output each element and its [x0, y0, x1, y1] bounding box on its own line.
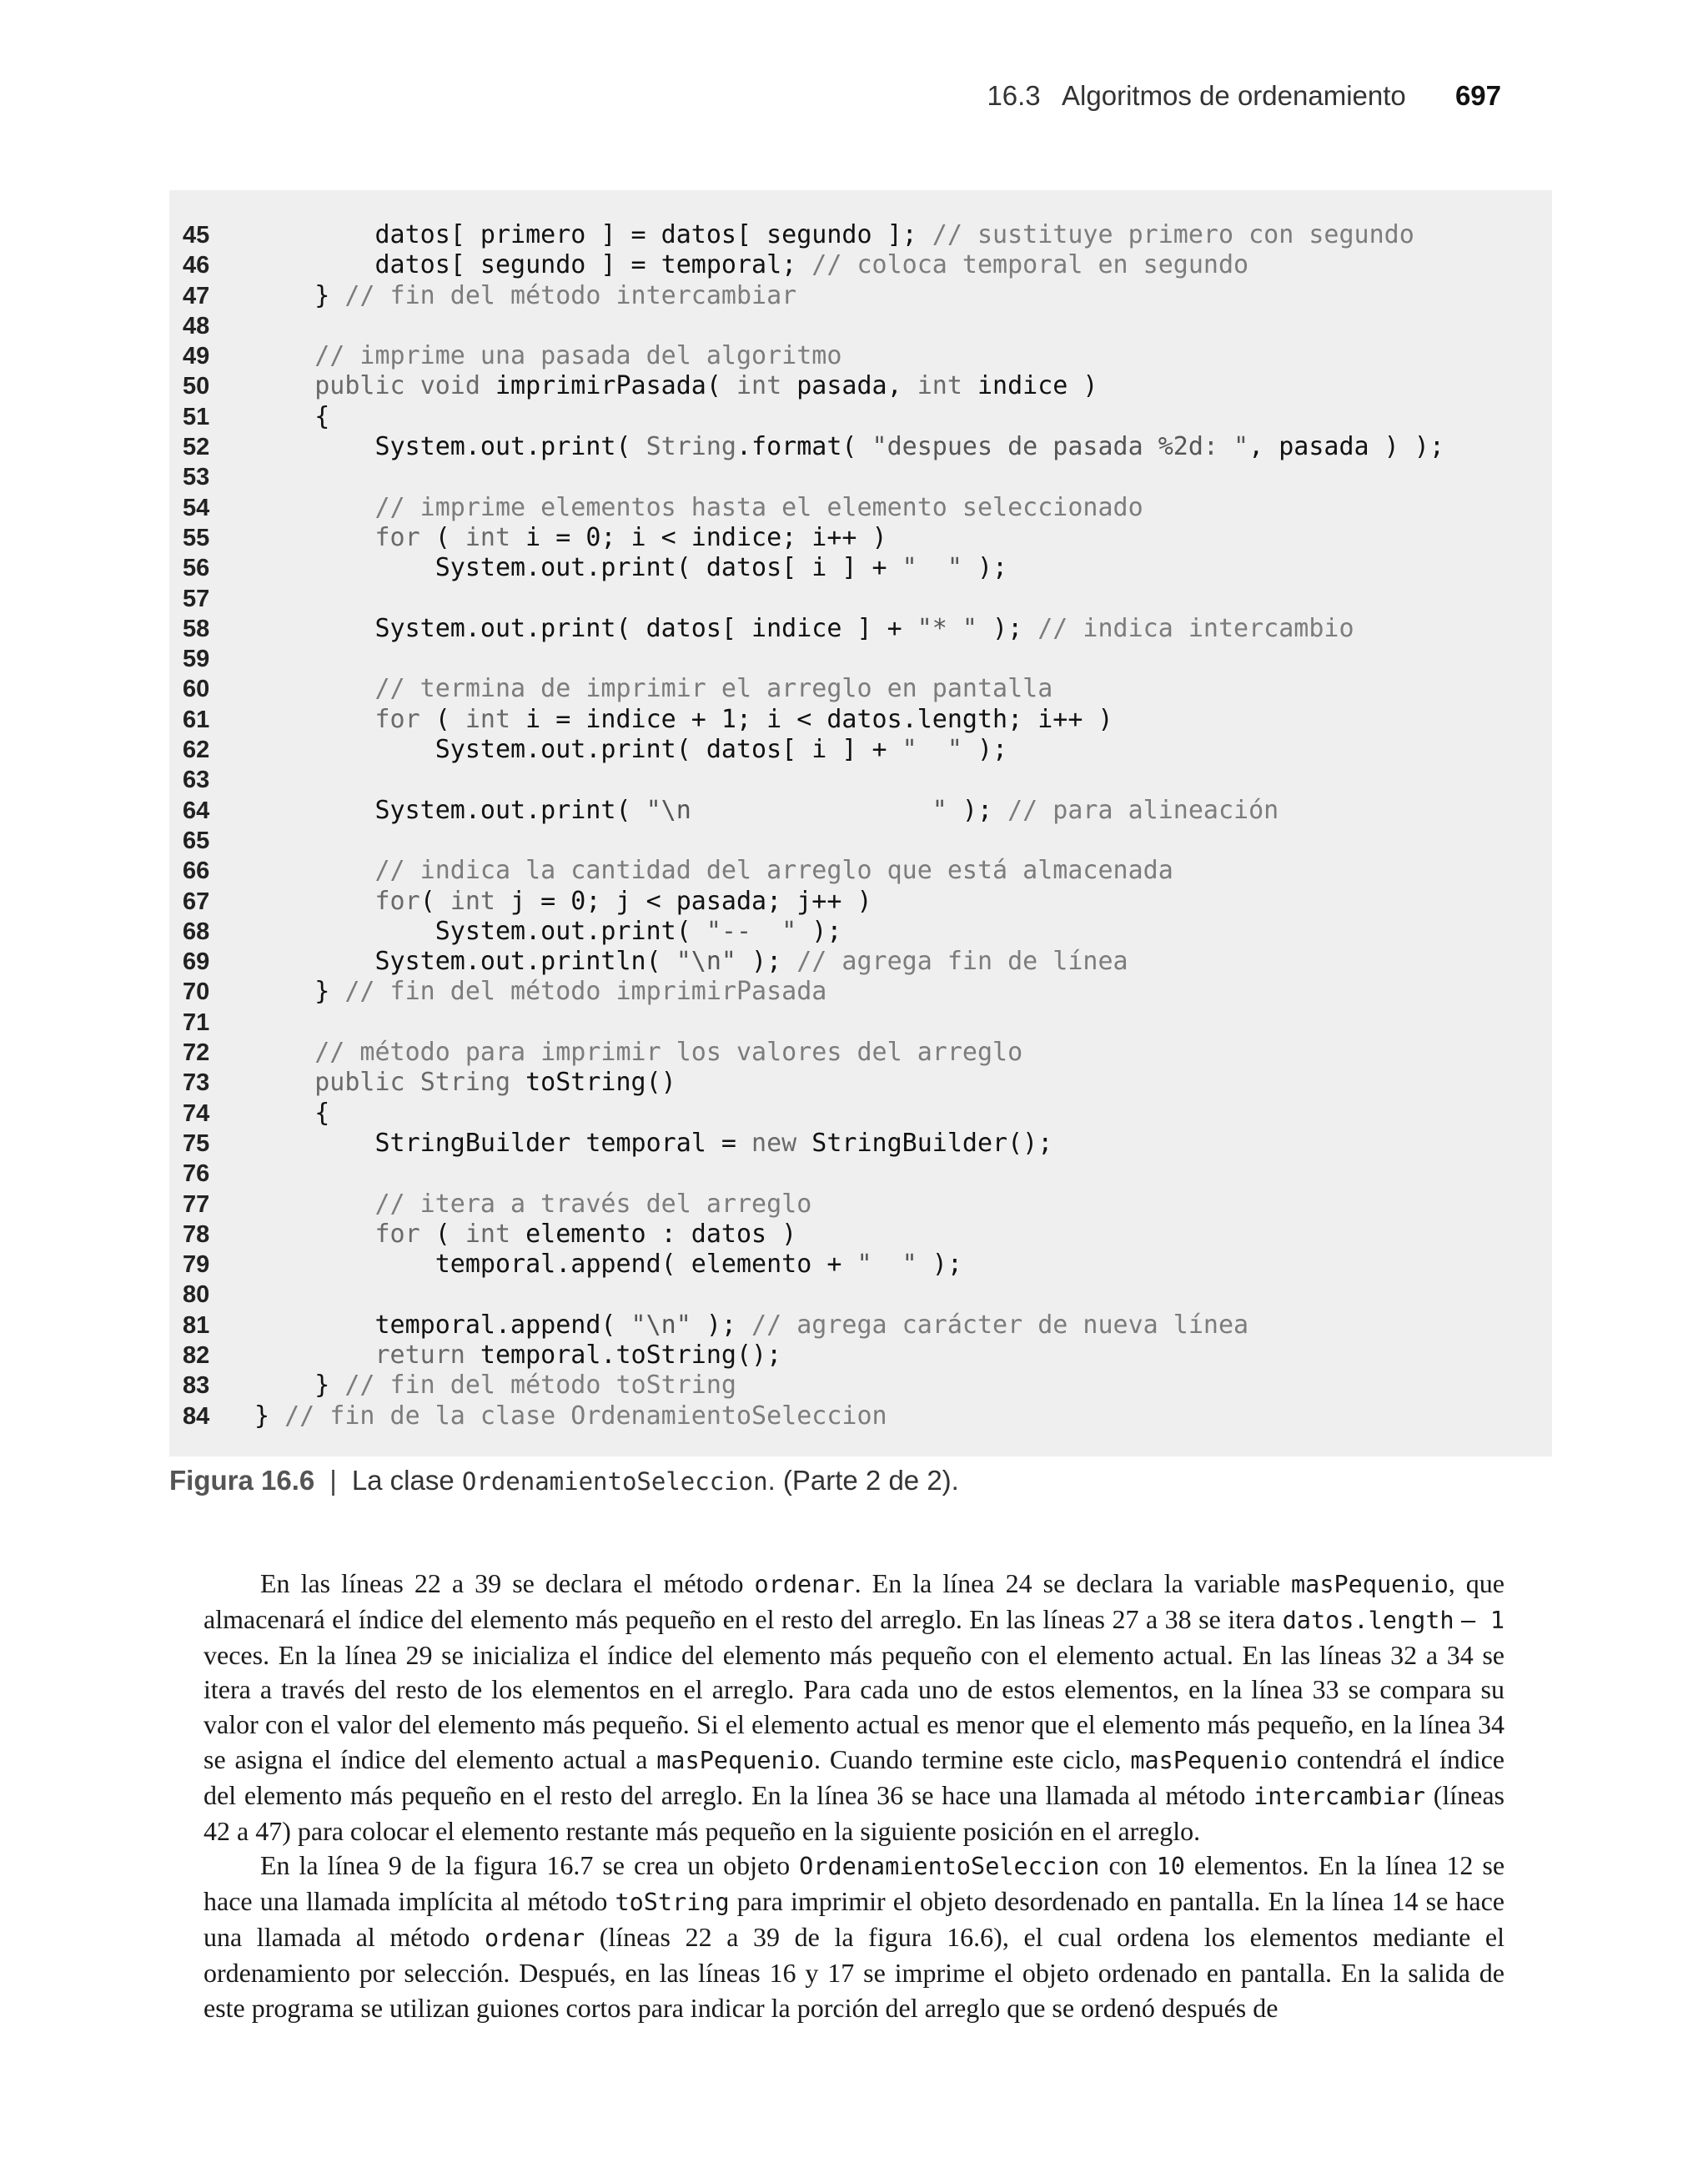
line-number: 49 — [183, 343, 210, 370]
line-number: 67 — [183, 888, 210, 915]
code-line — [169, 1159, 1444, 1189]
code-lines — [169, 220, 1444, 1431]
line-number: 77 — [183, 1190, 210, 1218]
text-run: (líneas 42 a 47) para colocar el elemento restante más pequeño en la siguiente posición en el arreglo. — [203, 1779, 1505, 1846]
line-number: 61 — [183, 706, 210, 733]
code-line — [169, 1220, 1444, 1250]
code-line — [169, 1099, 1444, 1129]
page-number: 697 — [1454, 80, 1501, 111]
line-number: 47 — [183, 282, 210, 309]
text-run: con — [1099, 1850, 1157, 1881]
code-text: System.out.print( datos[ indice ] + "* " ); // indica intercambio — [254, 613, 1354, 643]
code-line — [169, 553, 1444, 583]
line-number: 79 — [183, 1251, 210, 1279]
code-line — [169, 281, 1444, 311]
code-text: System.out.print( "-- " ); — [254, 916, 842, 946]
code-line — [169, 1371, 1444, 1401]
inline-code: OrdenamientoSeleccion — [799, 1853, 1100, 1881]
line-number: 65 — [183, 827, 210, 854]
figure-label: Figura 16.6 — [169, 1465, 315, 1496]
code-text: System.out.println( "\n" ); // agrega fin de línea — [254, 947, 1128, 977]
code-line — [169, 796, 1444, 826]
text-run: veces. En la línea 29 se inicializa el índice del elemento más pequeño con el elemento actual. En las líneas 32 a 34 se itera a través del resto de los elementos en el arreglo. Para cada uno de estos elementos, en la línea 33 se compara su valor con el valor del elemento más pequeño. Si el elemento actual es menor que el elemento más pequeño, en la línea 34 se asigna el índice del elemento actual a — [203, 1639, 1505, 1774]
inline-code: intercambiar — [1253, 1782, 1425, 1810]
code-text: public String toString() — [314, 1068, 676, 1098]
code-line — [169, 856, 1444, 886]
code-text: { — [254, 401, 330, 431]
line-number: 60 — [183, 676, 210, 703]
code-line — [169, 1280, 1444, 1310]
code-line — [169, 977, 1444, 1007]
figure-caption — [169, 1465, 959, 1496]
code-line — [169, 1250, 1444, 1280]
code-line — [169, 765, 1444, 795]
code-text: // termina de imprimir el arreglo en pantalla — [374, 674, 1053, 704]
line-number: 53 — [183, 464, 210, 491]
line-number: 56 — [183, 555, 210, 582]
text-run: , que almacenará el índice del elemento más pequeño en el resto del arreglo. En las líneas 27 a 38 se itera — [203, 1568, 1505, 1634]
code-line — [169, 674, 1444, 704]
body-text — [203, 1567, 1505, 2025]
text-run: En las líneas 22 a 39 se declara el método — [260, 1568, 755, 1598]
code-text: for ( int i = indice + 1; i < datos.length; i++ ) — [374, 704, 1113, 734]
inline-code: ordenar — [754, 1571, 855, 1598]
text-run — [1454, 1604, 1462, 1634]
inline-code: masPequenio — [656, 1746, 814, 1774]
text-run: para imprimir el objeto desordenado en pantalla. En la línea 14 se hace una llamada al método — [203, 1886, 1505, 1952]
code-text: temporal.append( elemento + " " ); — [254, 1250, 962, 1280]
line-number: 66 — [183, 858, 210, 885]
inline-code: ordenar — [485, 1924, 585, 1952]
line-number: 71 — [183, 1009, 210, 1036]
code-text: } // fin del método toString — [254, 1371, 736, 1401]
line-number: 58 — [183, 615, 210, 642]
caption-separator: | — [329, 1465, 337, 1496]
code-text: System.out.print( datos[ i ] + " " ); — [254, 735, 1008, 765]
line-number: 69 — [183, 948, 210, 976]
line-number: 83 — [183, 1372, 210, 1400]
code-text: return temporal.toString(); — [374, 1340, 782, 1370]
code-line — [169, 220, 1444, 250]
code-text: System.out.print( "\n " ); // para alineación — [254, 795, 1279, 825]
line-number: 50 — [183, 373, 210, 400]
inline-code: toString — [615, 1889, 730, 1917]
code-line — [169, 644, 1444, 674]
code-line — [169, 1008, 1444, 1038]
code-text: datos[ segundo ] = temporal; // coloca temporal en segundo — [254, 250, 1249, 280]
line-number: 73 — [183, 1069, 210, 1097]
text-run: (líneas 22 a 39 de la figura 16.6), el cual ordena los elementos mediante el ordenamiento por selección. Después, en las líneas 16 y 17 se imprime el objeto ordenado en pantalla. En la salida de este programa se utilizan guiones cortos para indicar la porción del arreglo que se ordenó después de — [203, 1921, 1505, 2023]
inline-code: masPequenio — [1291, 1571, 1449, 1598]
body-paragraph — [203, 1567, 1505, 1849]
line-number: 46 — [183, 252, 210, 279]
caption-text-after: . (Parte 2 de 2). — [767, 1465, 959, 1496]
line-number: 48 — [183, 312, 210, 340]
line-number: 57 — [183, 585, 210, 612]
code-text: for( int j = 0; j < pasada; j++ ) — [374, 886, 872, 916]
code-line — [169, 947, 1444, 977]
line-number: 80 — [183, 1281, 210, 1309]
code-line — [169, 311, 1444, 341]
line-number: 72 — [183, 1039, 210, 1067]
code-text: datos[ primero ] = datos[ segundo ]; // sustituye primero con segundo — [254, 220, 1414, 249]
code-line — [169, 887, 1444, 917]
code-line — [169, 1038, 1444, 1068]
code-text: StringBuilder temporal = new StringBuilder(); — [254, 1128, 1053, 1158]
caption-text-before: La clase — [351, 1465, 455, 1496]
line-number: 74 — [183, 1099, 210, 1127]
code-text: // imprime una pasada del algoritmo — [314, 341, 842, 371]
line-number: 84 — [183, 1402, 210, 1430]
line-number: 59 — [183, 646, 210, 673]
code-text: System.out.print( String.format( "despues de pasada %2d: ", pasada ) ); — [254, 432, 1444, 462]
inline-code: 10 — [1156, 1853, 1185, 1881]
code-line — [169, 493, 1444, 523]
section-title: Algoritmos de ordenamiento — [1062, 80, 1406, 111]
code-text: System.out.print( datos[ i ] + " " ); — [254, 553, 1008, 583]
code-listing — [169, 190, 1552, 1456]
code-text: // itera a través del arreglo — [374, 1189, 812, 1219]
code-line — [169, 432, 1444, 462]
text-run: elementos. En la línea 12 se hace una llamada implícita al método — [203, 1850, 1505, 1917]
line-number: 70 — [183, 978, 210, 1006]
code-text: temporal.append( "\n" ); // agrega carácter de nueva línea — [254, 1310, 1249, 1340]
section-number: 16.3 — [987, 80, 1041, 111]
code-line — [169, 705, 1444, 735]
line-number: 52 — [183, 434, 210, 461]
code-line — [169, 1310, 1444, 1341]
code-line — [169, 1190, 1444, 1220]
caption-code: OrdenamientoSeleccion — [461, 1467, 768, 1496]
code-text: } // fin del método imprimirPasada — [254, 977, 827, 1007]
line-number: 75 — [183, 1129, 210, 1157]
line-number: 54 — [183, 494, 210, 521]
running-head — [987, 80, 1501, 112]
code-line — [169, 1129, 1444, 1159]
code-line — [169, 250, 1444, 280]
text-run: En la línea 9 de la figura 16.7 se crea un objeto — [260, 1850, 800, 1881]
code-text: } // fin de la clase OrdenamientoSeleccion — [254, 1401, 887, 1431]
code-line — [169, 371, 1444, 401]
code-text: } // fin del método intercambiar — [254, 280, 797, 310]
inline-code: datos.length — [1282, 1606, 1454, 1634]
text-run: . Cuando termine este ciclo, — [814, 1743, 1131, 1774]
code-text: // método para imprimir los valores del arreglo — [314, 1038, 1023, 1068]
code-line — [169, 584, 1444, 614]
code-line — [169, 826, 1444, 856]
line-number: 76 — [183, 1160, 210, 1188]
line-number: 51 — [183, 403, 210, 430]
line-number: 62 — [183, 737, 210, 764]
line-number: 64 — [183, 797, 210, 824]
text-run: . En la línea 24 se declara la variable — [854, 1568, 1292, 1598]
code-text: for ( int elemento : datos ) — [374, 1219, 797, 1249]
code-text: public void imprimirPasada( int pasada, int indice ) — [314, 371, 1098, 401]
code-line — [169, 917, 1444, 947]
code-text: { — [254, 1098, 330, 1128]
code-text: // imprime elementos hasta el elemento seleccionado — [374, 492, 1143, 522]
line-number: 78 — [183, 1220, 210, 1248]
text-run: contendrá el índice del elemento más pequeño en el resto del arreglo. En la línea 36 se hace una llamada al método — [203, 1743, 1505, 1810]
code-line — [169, 614, 1444, 644]
line-number: 55 — [183, 524, 210, 551]
code-line — [169, 1401, 1444, 1431]
inline-code: masPequenio — [1130, 1746, 1289, 1774]
inline-code: – 1 — [1461, 1606, 1505, 1634]
code-line — [169, 523, 1444, 553]
code-text: // indica la cantidad del arreglo que está almacenada — [374, 856, 1173, 886]
line-number: 45 — [183, 222, 210, 249]
code-line — [169, 735, 1444, 765]
line-number: 68 — [183, 918, 210, 945]
line-number: 82 — [183, 1341, 210, 1369]
code-line — [169, 1068, 1444, 1098]
code-line — [169, 1341, 1444, 1371]
code-line — [169, 462, 1444, 492]
line-number: 63 — [183, 767, 210, 794]
body-paragraph — [203, 1849, 1505, 2025]
code-line — [169, 402, 1444, 432]
code-text: for ( int i = 0; i < indice; i++ ) — [374, 522, 887, 552]
code-line — [169, 341, 1444, 371]
line-number: 81 — [183, 1311, 210, 1339]
